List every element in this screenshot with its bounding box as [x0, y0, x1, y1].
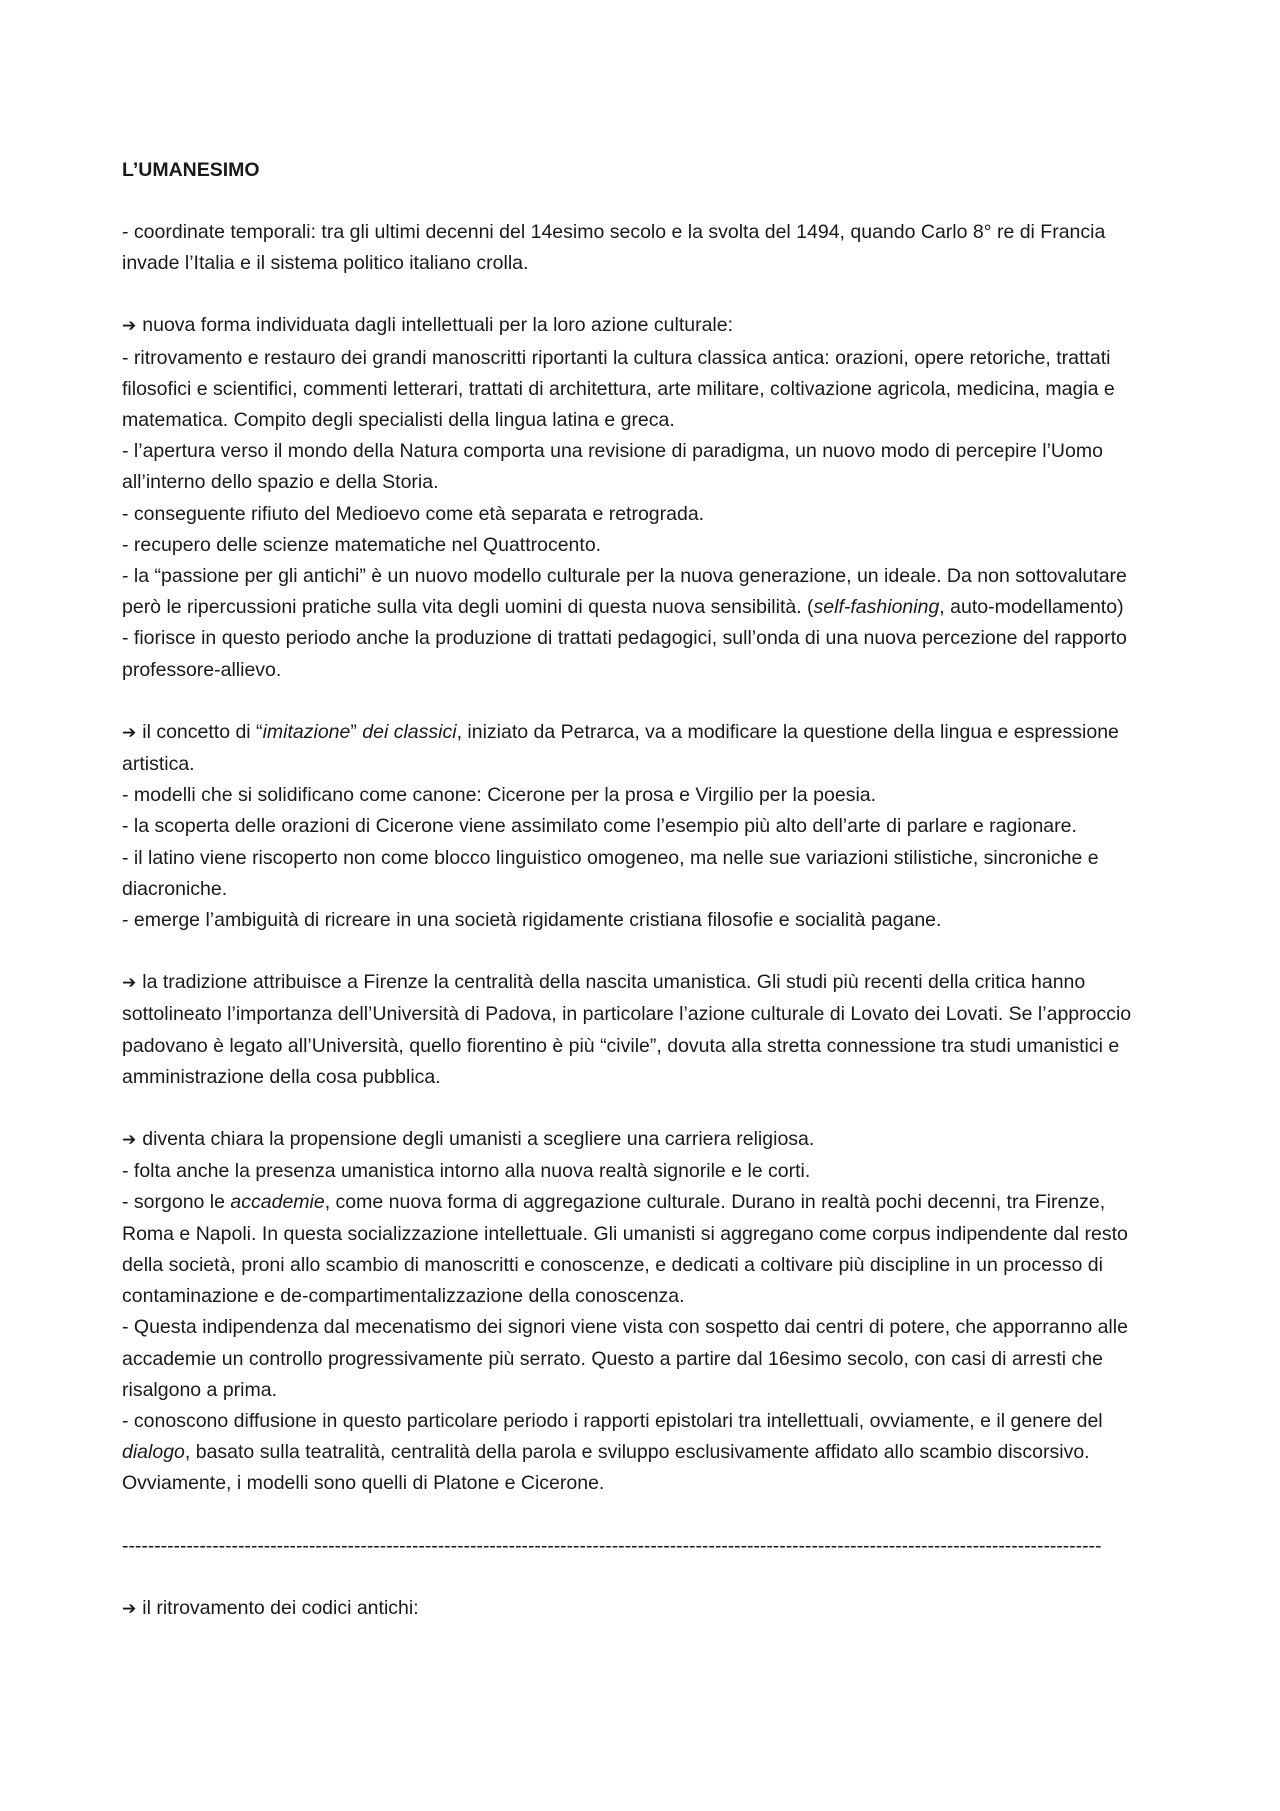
- arrow-icon: ➔: [122, 316, 137, 337]
- emphasis-text: dialogo: [122, 1441, 185, 1464]
- arrow-icon: ➔: [122, 1130, 137, 1151]
- intro-paragraph: [122, 217, 1162, 279]
- section-heading-text: il concetto di “: [142, 720, 263, 743]
- list-item: [122, 1187, 1162, 1312]
- list-item-text: - la “passione per gli antichi” è un nuovo modello culturale per la nuova generazione, un ideale. Da non sottovalutare però le ripercussioni pratiche sulla vita degli uomini di questa nuova sensibilità. (: [122, 565, 1133, 619]
- list-item-text: - sorgono le: [122, 1191, 231, 1214]
- arrow-icon: ➔: [122, 973, 137, 994]
- section-florence-padua: [122, 967, 1162, 1093]
- list-item-text: - conoscono diffusione in questo particolare periodo i rapporti epistolari tra intellettuali, ovviamente, e il genere del: [122, 1409, 1109, 1432]
- list-item: - il latino viene riscoperto non come blocco linguistico omogeneo, ma nelle sue variazioni stilistiche, sincroniche e diacroniche.: [122, 846, 1105, 900]
- list-item: - conseguente rifiuto del Medioevo come età separata e retrograda.: [122, 502, 705, 525]
- section-heading: [122, 967, 1162, 1093]
- list-item: - modelli che si solidificano come canone: Cicerone per la prosa e Virgilio per la poesia.: [122, 784, 877, 807]
- arrow-icon: ➔: [122, 1598, 137, 1619]
- intro-text: - coordinate temporali: tra gli ultimi decenni del 14esimo secolo e la svolta del 1494, quando Carlo 8° re di Francia invade l’Italia e il sistema politico italiano crolla.: [122, 221, 1111, 275]
- section-heading-text: nuova forma individuata dagli intellettuali per la loro azione culturale:: [142, 314, 734, 337]
- list-item: - la scoperta delle orazioni di Cicerone viene assimilato come l’esempio più alto dell’arte di parlare e ragionare.: [122, 815, 1077, 838]
- dashed-divider: --------------------------------------------------------------------------------------------------------------------------------------------------------: [122, 1534, 1102, 1557]
- section-heading-text: il ritrovamento dei codici antichi:: [142, 1596, 419, 1619]
- emphasis-text: imitazione: [262, 720, 351, 743]
- list-item: [122, 1406, 1162, 1500]
- section-heading-text: , iniziato da Petrarca, va a modificare la questione della lingua e espressione artistica.: [122, 720, 1125, 776]
- section-heading: [122, 310, 1162, 342]
- list-item-text: , basato sulla teatralità, centralità della parola e sviluppo esclusivamente affidato allo scambio discorsivo. Ovviamente, i modelli sono quelli di Platone e Cicerone.: [122, 1441, 1096, 1495]
- list-item-text: , auto-modellamento): [939, 596, 1124, 619]
- emphasis-text: self-fashioning: [813, 596, 940, 619]
- section-heading: [122, 1593, 1162, 1625]
- emphasis-text: dei classici: [362, 720, 457, 743]
- list-item: - recupero delle scienze matematiche nel Quattrocento.: [122, 533, 602, 556]
- arrow-icon: ➔: [122, 722, 137, 743]
- list-item: [122, 561, 1162, 623]
- emphasis-text: accademie: [230, 1191, 325, 1214]
- section-religious-career: [122, 1124, 1162, 1499]
- section-heading-text: ”: [350, 720, 363, 743]
- list-item: - Questa indipendenza dal mecenatismo dei signori viene vista con sospetto dai centri di potere, che apporranno alle accademie un controllo progressivamente più serrato. Questo a partire dal 16esimo secolo, con casi di arresti che risalgono a prima.: [122, 1316, 1134, 1401]
- section-heading-text: diventa chiara la propensione degli umanisti a scegliere una carriera religiosa.: [142, 1128, 815, 1151]
- section-heading: [122, 1124, 1162, 1156]
- section-imitation: [122, 717, 1162, 936]
- section-cultural-action: [122, 310, 1162, 685]
- list-item: - ritrovamento e restauro dei grandi manoscritti riportanti la cultura classica antica: orazioni, opere retoriche, trattati filosofici e scientifici, commenti letterari, trattati di architettura, arte militare, coltivazione agricola, medicina, magia e matematica. Compito degli specialisti della lingua latina e greca.: [122, 346, 1121, 432]
- list-item-text: , come nuova forma di aggregazione culturale. Durano in realtà pochi decenni, tra Firenze, Roma e Napoli. In questa socializzazione intellettuale. Gli umanisti si aggregano come corpus indipendente dal resto della società, proni allo scambio di manoscritti e conoscenze, e dedicati a coltivare più discipline in un processo di contaminazione e de-compartimentalizzazione della conoscenza.: [122, 1191, 1134, 1308]
- section-ancient-codices: [122, 1593, 1162, 1625]
- document-title: L’UMANESIMO: [122, 159, 260, 181]
- list-item: - folta anche la presenza umanistica intorno alla nuova realtà signorile e le corti.: [122, 1160, 811, 1183]
- section-paragraph-text: la tradizione attribuisce a Firenze la centralità della nascita umanistica. Gli studi più recenti della critica hanno sottolineato l’importanza dell’Università di Padova, in particolare l’azione culturale di Lovato dei Lovati. Se l’approccio padovano è legato all’Università, quello fiorentino è più “civile”, dovuta alla stretta connessione tra studi umanistici e amministrazione della cosa pubblica.: [122, 971, 1137, 1088]
- section-heading: [122, 717, 1162, 780]
- list-item: - emerge l’ambiguità di ricreare in una società rigidamente cristiana filosofie e socialità pagane.: [122, 909, 942, 932]
- list-item: - fiorisce in questo periodo anche la produzione di trattati pedagogici, sull’onda di una nuova percezione del rapporto professore-allievo.: [122, 627, 1133, 681]
- list-item: - l’apertura verso il mondo della Natura comporta una revisione di paradigma, un nuovo modo di percepire l’Uomo all’interno dello spazio e della Storia.: [122, 440, 1109, 494]
